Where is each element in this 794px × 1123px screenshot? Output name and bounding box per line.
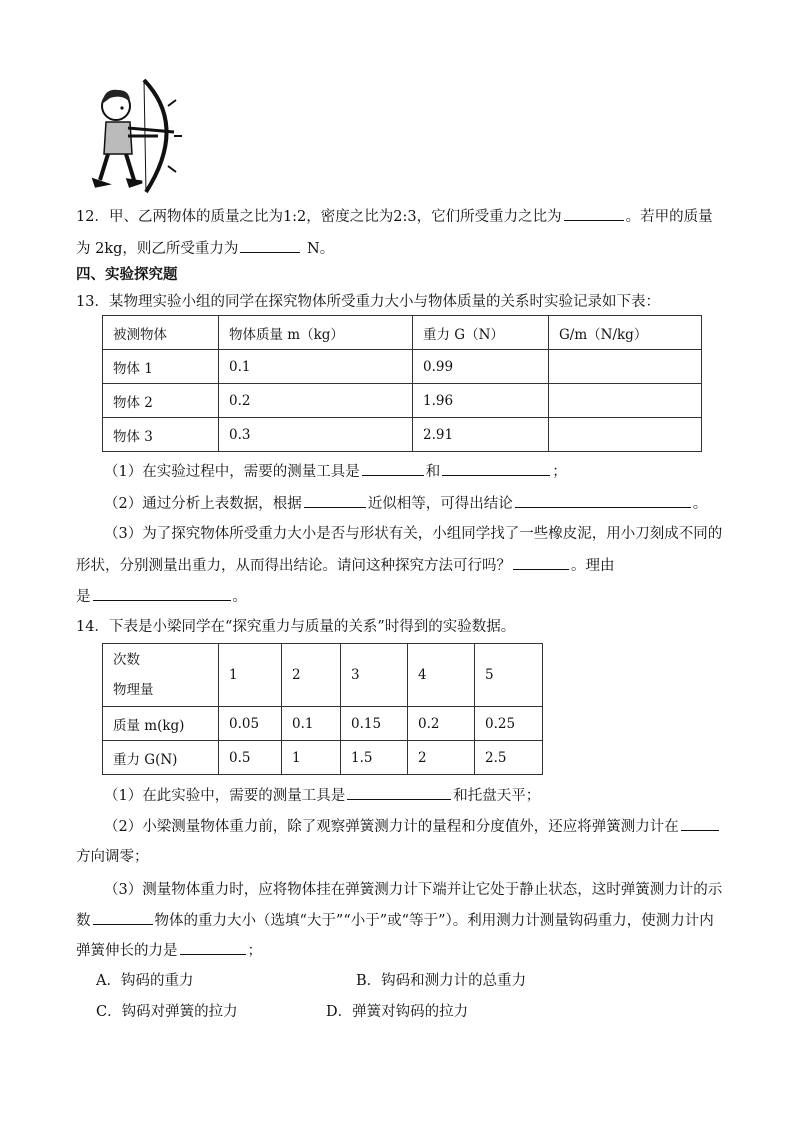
q13-table <box>102 315 702 452</box>
q13-p3-line3: 是 。 <box>76 586 734 607</box>
q14-col-header: 4 <box>408 644 475 707</box>
q12-line1 <box>76 206 734 227</box>
q13-cell: 1.96 <box>413 384 549 418</box>
q14-col-header: 1 <box>219 644 282 707</box>
q13-p2: （2）通过分析上表数据，根据 近似相等，可得出结论 。 <box>104 493 734 514</box>
q13-blank-feasible[interactable] <box>513 555 569 570</box>
option-a[interactable]: A．钩码的重力 <box>96 973 194 989</box>
option-d[interactable]: D．弹簧对钩码的拉力 <box>326 1004 469 1020</box>
q14-cell: 1.5 <box>341 741 408 775</box>
q13-cell: 2.91 <box>413 418 549 452</box>
q12-blank-weight[interactable] <box>240 238 300 253</box>
q13-header-cell: 被测物体 <box>103 316 219 350</box>
q13-header-cell: 物体质量 m（kg） <box>219 316 413 350</box>
q14-cell: 2.5 <box>475 741 543 775</box>
table-row <box>103 384 702 418</box>
q14-p3-line1: （3）测量物体重力时，应将物体挂在弹簧测力计下端并让它处于静止状态，这时弹簧测力计的示 <box>104 882 723 898</box>
q12-text-end: 。若甲的质量 <box>625 209 713 225</box>
q13-answer-cell[interactable] <box>549 418 702 452</box>
q14-intro: 14．下表是小梁同学在“探究重力与质量的关系”时得到的实验数据。 <box>76 619 516 635</box>
q13-cell: 物体 3 <box>103 418 219 452</box>
q12-text: 12．甲、乙两物体的质量之比为1:2，密度之比为2:3，它们所受重力之比为 <box>76 209 562 225</box>
q14-p3-line3: 弹簧伸长的力是 ； <box>76 940 734 961</box>
q14-cell: 0.05 <box>219 707 282 741</box>
q14-col-header: 5 <box>475 644 543 707</box>
q14-cell: 0.2 <box>408 707 475 741</box>
q13-cell: 物体 2 <box>103 384 219 418</box>
q14-p3-line2: 数 物体的重力大小（选填“大于”“小于”或“等于”）。利用测力计测量钩码重力，使测力计内 <box>76 910 734 931</box>
q14-table <box>102 643 543 775</box>
table-row <box>103 418 702 452</box>
q14-corner-top: 次数 <box>113 652 140 668</box>
q13-cell: 0.2 <box>219 384 413 418</box>
q14-cell: 0.25 <box>475 707 543 741</box>
table-row <box>103 741 543 775</box>
table-row <box>103 350 702 384</box>
q14-corner-cell <box>103 644 219 707</box>
q14-cell: 0.1 <box>282 707 341 741</box>
q14-cell: 1 <box>282 741 341 775</box>
q14-cell: 2 <box>408 741 475 775</box>
q14-cell: 0.5 <box>219 741 282 775</box>
q13-cell: 物体 1 <box>103 350 219 384</box>
q12-text2: 为 2kg，则乙所受重力为 <box>76 241 239 257</box>
q14-row-label: 质量 m(kg) <box>103 707 219 741</box>
q13-blank-tool1[interactable] <box>362 461 424 476</box>
q14-corner-bottom: 物理量 <box>113 682 154 698</box>
option-c[interactable]: C．钩码对弹簧的拉力 <box>96 1004 238 1020</box>
q14-blank-force[interactable] <box>180 940 246 955</box>
q12-text2-end: N。 <box>302 241 335 257</box>
q14-p2-line1: （2）小梁测量物体重力前，除了观察弹簧测力计的量程和分度值外，还应将弹簧测力计在 <box>104 816 734 837</box>
section-heading: 四、实验探究题 <box>76 267 178 283</box>
q14-blank-tool[interactable] <box>347 785 451 800</box>
q13-p3-line1: （3）为了探究物体所受重力大小是否与形状有关，小组同学找了一些橡皮泥，用小刀刻成不同的 <box>104 526 723 542</box>
q13-cell: 0.1 <box>219 350 413 384</box>
q13-header-cell: 重力 G（N） <box>413 316 549 350</box>
archer-illustration <box>88 76 188 198</box>
q14-cell: 0.15 <box>341 707 408 741</box>
q13-cell: 0.3 <box>219 418 413 452</box>
q13-header-cell: G/m（N/kg） <box>549 316 702 350</box>
q13-blank-basis[interactable] <box>304 493 366 508</box>
q14-row-label: 重力 G(N) <box>103 741 219 775</box>
q13-intro: 13．某物理实验小组的同学在探究物体所受重力大小与物体质量的关系时实验记录如下表： <box>76 294 660 310</box>
q14-col-header: 2 <box>282 644 341 707</box>
table-row <box>103 707 543 741</box>
q12-line2 <box>76 238 734 259</box>
q13-answer-cell[interactable] <box>549 384 702 418</box>
option-b[interactable]: B．钩码和测力计的总重力 <box>356 973 527 989</box>
q13-p3-line2: 形状，分别测量出重力，从而得出结论。请问这种探究方法可行吗？ 。理由 <box>76 555 734 576</box>
q12-blank-ratio[interactable] <box>564 206 624 221</box>
q13-cell: 0.99 <box>413 350 549 384</box>
q14-p2-line2: 方向调零； <box>76 849 149 865</box>
q14-blank-direction[interactable] <box>681 816 719 831</box>
table-row <box>103 644 543 707</box>
q14-p1: （1）在此实验中，需要的测量工具是 和托盘天平； <box>104 785 734 806</box>
q13-blank-tool2[interactable] <box>442 461 550 476</box>
table-row <box>103 316 702 350</box>
q14-blank-compare[interactable] <box>93 910 153 925</box>
q13-p1: （1）在实验过程中，需要的测量工具是 和 ； <box>104 461 734 482</box>
q13-blank-conclusion[interactable] <box>515 493 691 508</box>
q14-col-header: 3 <box>341 644 408 707</box>
q13-blank-reason[interactable] <box>93 586 231 601</box>
q13-answer-cell[interactable] <box>549 350 702 384</box>
